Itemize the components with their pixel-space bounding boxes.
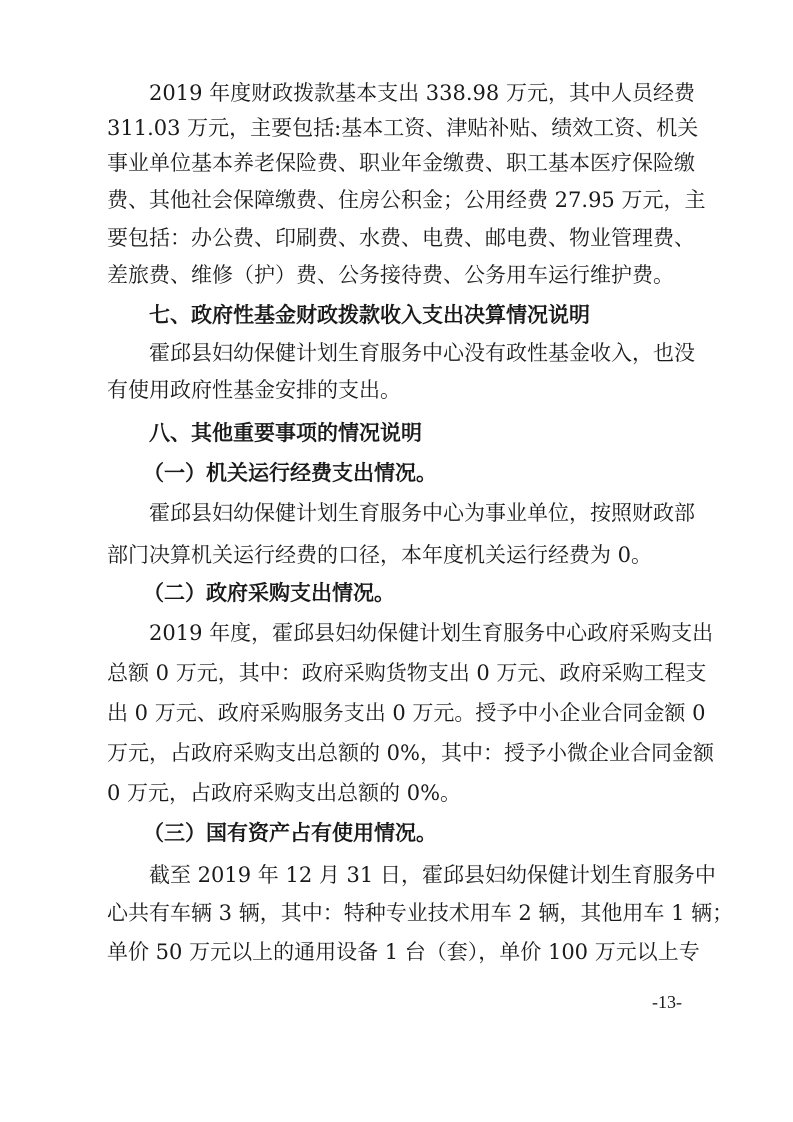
paragraph-line: 霍邱县妇幼保健计划生育服务中心没有政性基金收入，也没 [149,341,695,365]
paragraph-line: 心共有车辆 3 辆，其中：特种专业技术用车 2 辆，其他用车 1 辆； [107,901,734,925]
paragraph-line: 截至 2019 年 12 月 31 日，霍邱县妇幼保健计划生育服务中 [149,863,716,887]
paragraph-line: 部门决算机关运行经费的口径，本年度机关运行经费为 0。 [107,543,653,567]
paragraph-line: 2019 年度，霍邱县妇幼保健计划生育服务中心政府采购支出 [149,621,714,645]
subsection-heading-3: （三）国有资产占有使用情况。 [143,821,437,845]
section-heading-7: 七、政府性基金财政拨款收入支出决算情况说明 [149,303,590,327]
paragraph-line: 单价 50 万元以上的通用设备 1 台（套），单价 100 万元以上专 [107,940,700,964]
subsection-heading-2: （二）政府采购支出情况。 [143,581,395,605]
paragraph-line: 万元，占政府采购支出总额的 0%，其中：授予小微企业合同金额 [107,741,714,765]
section-heading-8: 八、其他重要事项的情况说明 [149,421,422,445]
paragraph-line: 有使用政府性基金安排的支出。 [107,378,401,402]
paragraph-line: 费、其他社会保障缴费、住房公积金；公用经费 27.95 万元，主 [107,188,706,212]
paragraph-line: 出 0 万元、政府采购服务支出 0 万元。授予中小企业合同金额 0 [107,701,706,725]
paragraph-line: 2019 年度财政拨款基本支出 338.98 万元，其中人员经费 [149,81,695,105]
subsection-heading-1: （一）机关运行经费支出情况。 [143,461,437,485]
paragraph-line: 0 万元，占政府采购支出总额的 0%。 [107,781,462,805]
paragraph-line: 311.03 万元，主要包括:基本工资、津贴补贴、绩效工资、机关 [107,116,699,140]
paragraph-line: 霍邱县妇幼保健计划生育服务中心为事业单位，按照财政部 [149,501,695,525]
page-number: -13- [652,992,682,1012]
paragraph-line: 要包括：办公费、印刷费、水费、电费、邮电费、物业管理费、 [107,226,695,250]
paragraph-line: 差旅费、维修（护）费、公务接待费、公务用车运行维护费。 [107,263,674,287]
paragraph-line: 事业单位基本养老保险费、职业年金缴费、职工基本医疗保险缴 [107,151,695,175]
paragraph-line: 总额 0 万元，其中：政府采购货物支出 0 万元、政府采购工程支 [107,661,707,685]
